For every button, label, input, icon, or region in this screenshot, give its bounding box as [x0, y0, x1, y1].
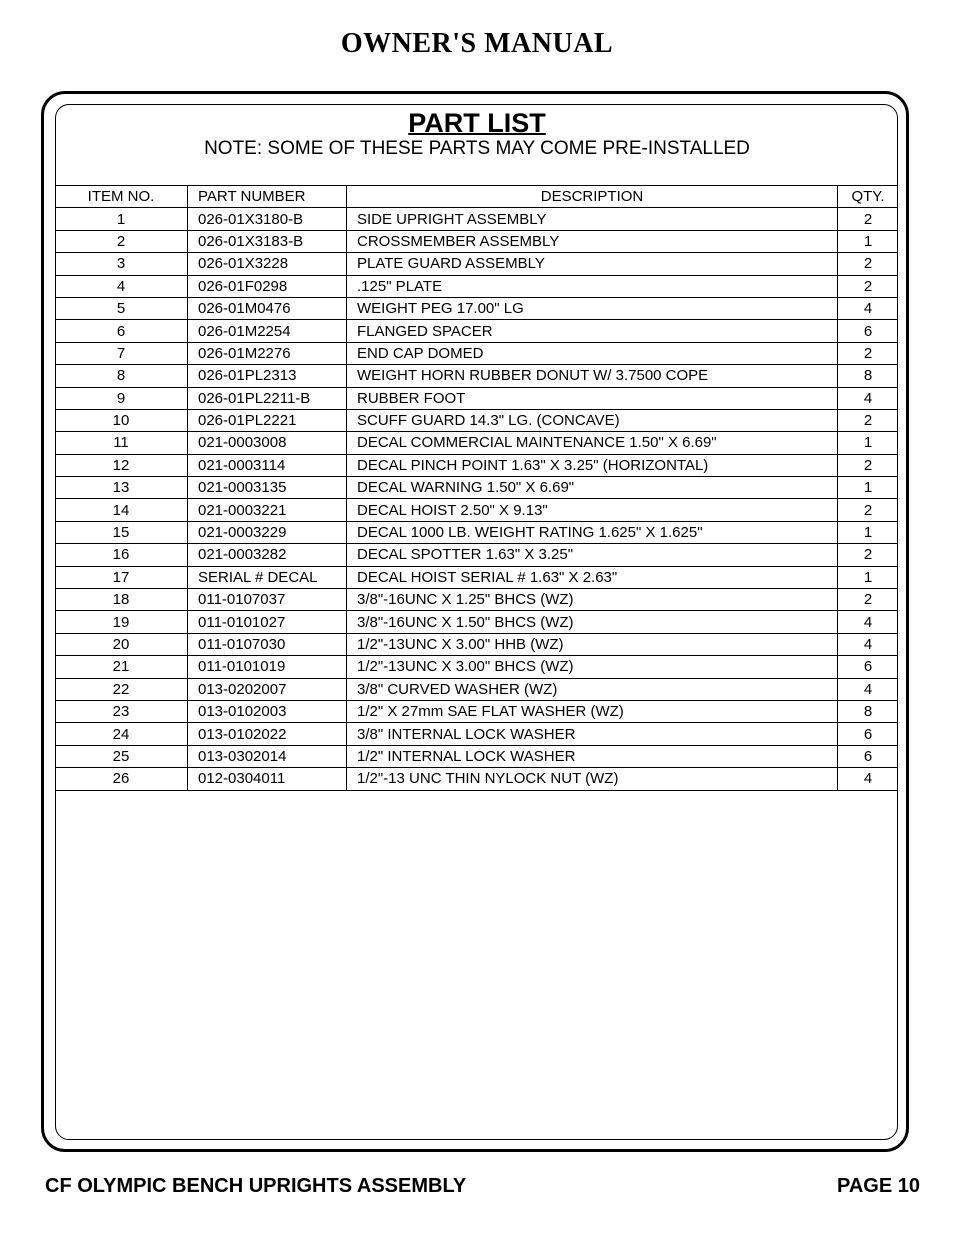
table-row	[55, 230, 898, 252]
part-number-cell: 026-01PL2221	[188, 409, 347, 431]
part-number-cell: 026-01F0298	[188, 275, 347, 297]
item-no-cell: 3	[55, 253, 188, 275]
footer-section-title: CF OLYMPIC BENCH UPRIGHTS ASSEMBLY	[45, 1175, 467, 1197]
description-cell: 3/8" INTERNAL LOCK WASHER	[347, 723, 838, 745]
qty-cell: 2	[838, 544, 899, 566]
item-no-cell: 17	[55, 566, 188, 588]
item-no-cell: 6	[55, 320, 188, 342]
qty-cell: 2	[838, 253, 899, 275]
description-cell: SCUFF GUARD 14.3" LG. (CONCAVE)	[347, 409, 838, 431]
table-row	[55, 275, 898, 297]
description-cell: DECAL 1000 LB. WEIGHT RATING 1.625" X 1.625"	[347, 521, 838, 543]
table-row	[55, 253, 898, 275]
table-row	[55, 589, 898, 611]
description-cell: 3/8"-16UNC X 1.50" BHCS (WZ)	[347, 611, 838, 633]
table-row	[55, 768, 898, 790]
description-cell: DECAL SPOTTER 1.63" X 3.25"	[347, 544, 838, 566]
description-cell: DECAL HOIST SERIAL # 1.63" X 2.63"	[347, 566, 838, 588]
table-row	[55, 499, 898, 521]
item-no-cell: 13	[55, 477, 188, 499]
table-row	[55, 454, 898, 476]
qty-cell: 1	[838, 432, 899, 454]
qty-cell: 1	[838, 477, 899, 499]
item-no-cell: 10	[55, 409, 188, 431]
qty-cell: 6	[838, 745, 899, 767]
part-number-cell: 026-01X3180-B	[188, 208, 347, 230]
part-number-cell: SERIAL # DECAL	[188, 566, 347, 588]
table-row	[55, 611, 898, 633]
description-cell: PLATE GUARD ASSEMBLY	[347, 253, 838, 275]
part-number-cell: 026-01PL2313	[188, 365, 347, 387]
item-no-cell: 14	[55, 499, 188, 521]
part-number-cell: 021-0003229	[188, 521, 347, 543]
description-cell: DECAL COMMERCIAL MAINTENANCE 1.50" X 6.69"	[347, 432, 838, 454]
table-row	[55, 566, 898, 588]
item-no-cell: 4	[55, 275, 188, 297]
description-cell: RUBBER FOOT	[347, 387, 838, 409]
description-cell: DECAL PINCH POINT 1.63" X 3.25" (HORIZONTAL)	[347, 454, 838, 476]
qty-cell: 2	[838, 589, 899, 611]
table-row	[55, 320, 898, 342]
item-no-cell: 22	[55, 678, 188, 700]
part-number-cell: 021-0003114	[188, 454, 347, 476]
description-cell: WEIGHT PEG 17.00" LG	[347, 297, 838, 319]
qty-cell: 4	[838, 768, 899, 790]
qty-cell: 2	[838, 208, 899, 230]
item-no-cell: 15	[55, 521, 188, 543]
item-no-cell: 8	[55, 365, 188, 387]
table-row	[55, 365, 898, 387]
table-row	[55, 633, 898, 655]
qty-cell: 2	[838, 342, 899, 364]
description-cell: FLANGED SPACER	[347, 320, 838, 342]
description-cell: 3/8"-16UNC X 1.25" BHCS (WZ)	[347, 589, 838, 611]
description-cell: WEIGHT HORN RUBBER DONUT W/ 3.7500 COPE	[347, 365, 838, 387]
item-no-cell: 2	[55, 230, 188, 252]
item-no-cell: 12	[55, 454, 188, 476]
item-no-cell: 23	[55, 700, 188, 722]
manual-title: OWNER'S MANUAL	[340, 28, 614, 59]
part-number-cell: 013-0102003	[188, 700, 347, 722]
part-number-cell: 013-0202007	[188, 678, 347, 700]
qty-cell: 4	[838, 297, 899, 319]
part-number-cell: 021-0003282	[188, 544, 347, 566]
part-list-title: PART LIST	[408, 108, 546, 138]
item-no-cell: 26	[55, 768, 188, 790]
description-cell: 1/2" INTERNAL LOCK WASHER	[347, 745, 838, 767]
item-no-cell: 16	[55, 544, 188, 566]
table-row	[55, 544, 898, 566]
part-number-cell: 021-0003008	[188, 432, 347, 454]
table-row	[55, 208, 898, 230]
part-list-heading	[0, 108, 954, 139]
qty-cell: 2	[838, 454, 899, 476]
column-header-description: DESCRIPTION	[347, 186, 838, 208]
parts-table	[55, 185, 898, 791]
qty-cell: 6	[838, 723, 899, 745]
description-cell: DECAL HOIST 2.50" X 9.13"	[347, 499, 838, 521]
item-no-cell: 21	[55, 656, 188, 678]
description-cell: DECAL WARNING 1.50" X 6.69"	[347, 477, 838, 499]
description-cell: .125" PLATE	[347, 275, 838, 297]
description-cell: 1/2"-13 UNC THIN NYLOCK NUT (WZ)	[347, 768, 838, 790]
part-number-cell: 013-0102022	[188, 723, 347, 745]
column-header-part-number: PART NUMBER	[188, 186, 347, 208]
part-number-cell: 011-0107030	[188, 633, 347, 655]
part-number-cell: 026-01X3228	[188, 253, 347, 275]
item-no-cell: 9	[55, 387, 188, 409]
part-number-cell: 026-01M0476	[188, 297, 347, 319]
part-number-cell: 026-01M2276	[188, 342, 347, 364]
table-row	[55, 387, 898, 409]
description-cell: SIDE UPRIGHT ASSEMBLY	[347, 208, 838, 230]
part-number-cell: 021-0003221	[188, 499, 347, 521]
column-header-qty: QTY.	[838, 186, 899, 208]
item-no-cell: 18	[55, 589, 188, 611]
qty-cell: 6	[838, 656, 899, 678]
part-number-cell: 013-0302014	[188, 745, 347, 767]
qty-cell: 2	[838, 409, 899, 431]
part-number-cell: 011-0101019	[188, 656, 347, 678]
table-row	[55, 342, 898, 364]
table-row	[55, 723, 898, 745]
qty-cell: 2	[838, 275, 899, 297]
description-cell: 1/2" X 27mm SAE FLAT WASHER (WZ)	[347, 700, 838, 722]
table-row	[55, 700, 898, 722]
item-no-cell: 11	[55, 432, 188, 454]
table-row	[55, 678, 898, 700]
qty-cell: 8	[838, 365, 899, 387]
item-no-cell: 24	[55, 723, 188, 745]
table-header-row	[55, 186, 898, 208]
part-number-cell: 026-01M2254	[188, 320, 347, 342]
footer-page-number: PAGE 10	[837, 1175, 920, 1197]
part-number-cell: 011-0101027	[188, 611, 347, 633]
qty-cell: 2	[838, 499, 899, 521]
item-no-cell: 19	[55, 611, 188, 633]
item-no-cell: 5	[55, 297, 188, 319]
table-row	[55, 521, 898, 543]
table-row	[55, 745, 898, 767]
qty-cell: 1	[838, 521, 899, 543]
table-row	[55, 477, 898, 499]
qty-cell: 1	[838, 566, 899, 588]
item-no-cell: 25	[55, 745, 188, 767]
qty-cell: 4	[838, 678, 899, 700]
table-row	[55, 656, 898, 678]
qty-cell: 4	[838, 611, 899, 633]
qty-cell: 1	[838, 230, 899, 252]
column-header-item-no: ITEM NO.	[55, 186, 188, 208]
description-cell: CROSSMEMBER ASSEMBLY	[347, 230, 838, 252]
parts-table-body	[55, 208, 898, 790]
pre-installed-note: NOTE: SOME OF THESE PARTS MAY COME PRE-INSTALLED	[204, 138, 750, 159]
table-row	[55, 297, 898, 319]
description-cell: 1/2"-13UNC X 3.00" HHB (WZ)	[347, 633, 838, 655]
part-number-cell: 012-0304011	[188, 768, 347, 790]
table-row	[55, 432, 898, 454]
description-cell: 3/8" CURVED WASHER (WZ)	[347, 678, 838, 700]
part-number-cell: 011-0107037	[188, 589, 347, 611]
qty-cell: 4	[838, 633, 899, 655]
item-no-cell: 20	[55, 633, 188, 655]
description-cell: END CAP DOMED	[347, 342, 838, 364]
item-no-cell: 7	[55, 342, 188, 364]
qty-cell: 6	[838, 320, 899, 342]
description-cell: 1/2"-13UNC X 3.00" BHCS (WZ)	[347, 656, 838, 678]
qty-cell: 8	[838, 700, 899, 722]
part-number-cell: 026-01PL2211-B	[188, 387, 347, 409]
part-number-cell: 021-0003135	[188, 477, 347, 499]
item-no-cell: 1	[55, 208, 188, 230]
table-row	[55, 409, 898, 431]
qty-cell: 4	[838, 387, 899, 409]
part-number-cell: 026-01X3183-B	[188, 230, 347, 252]
